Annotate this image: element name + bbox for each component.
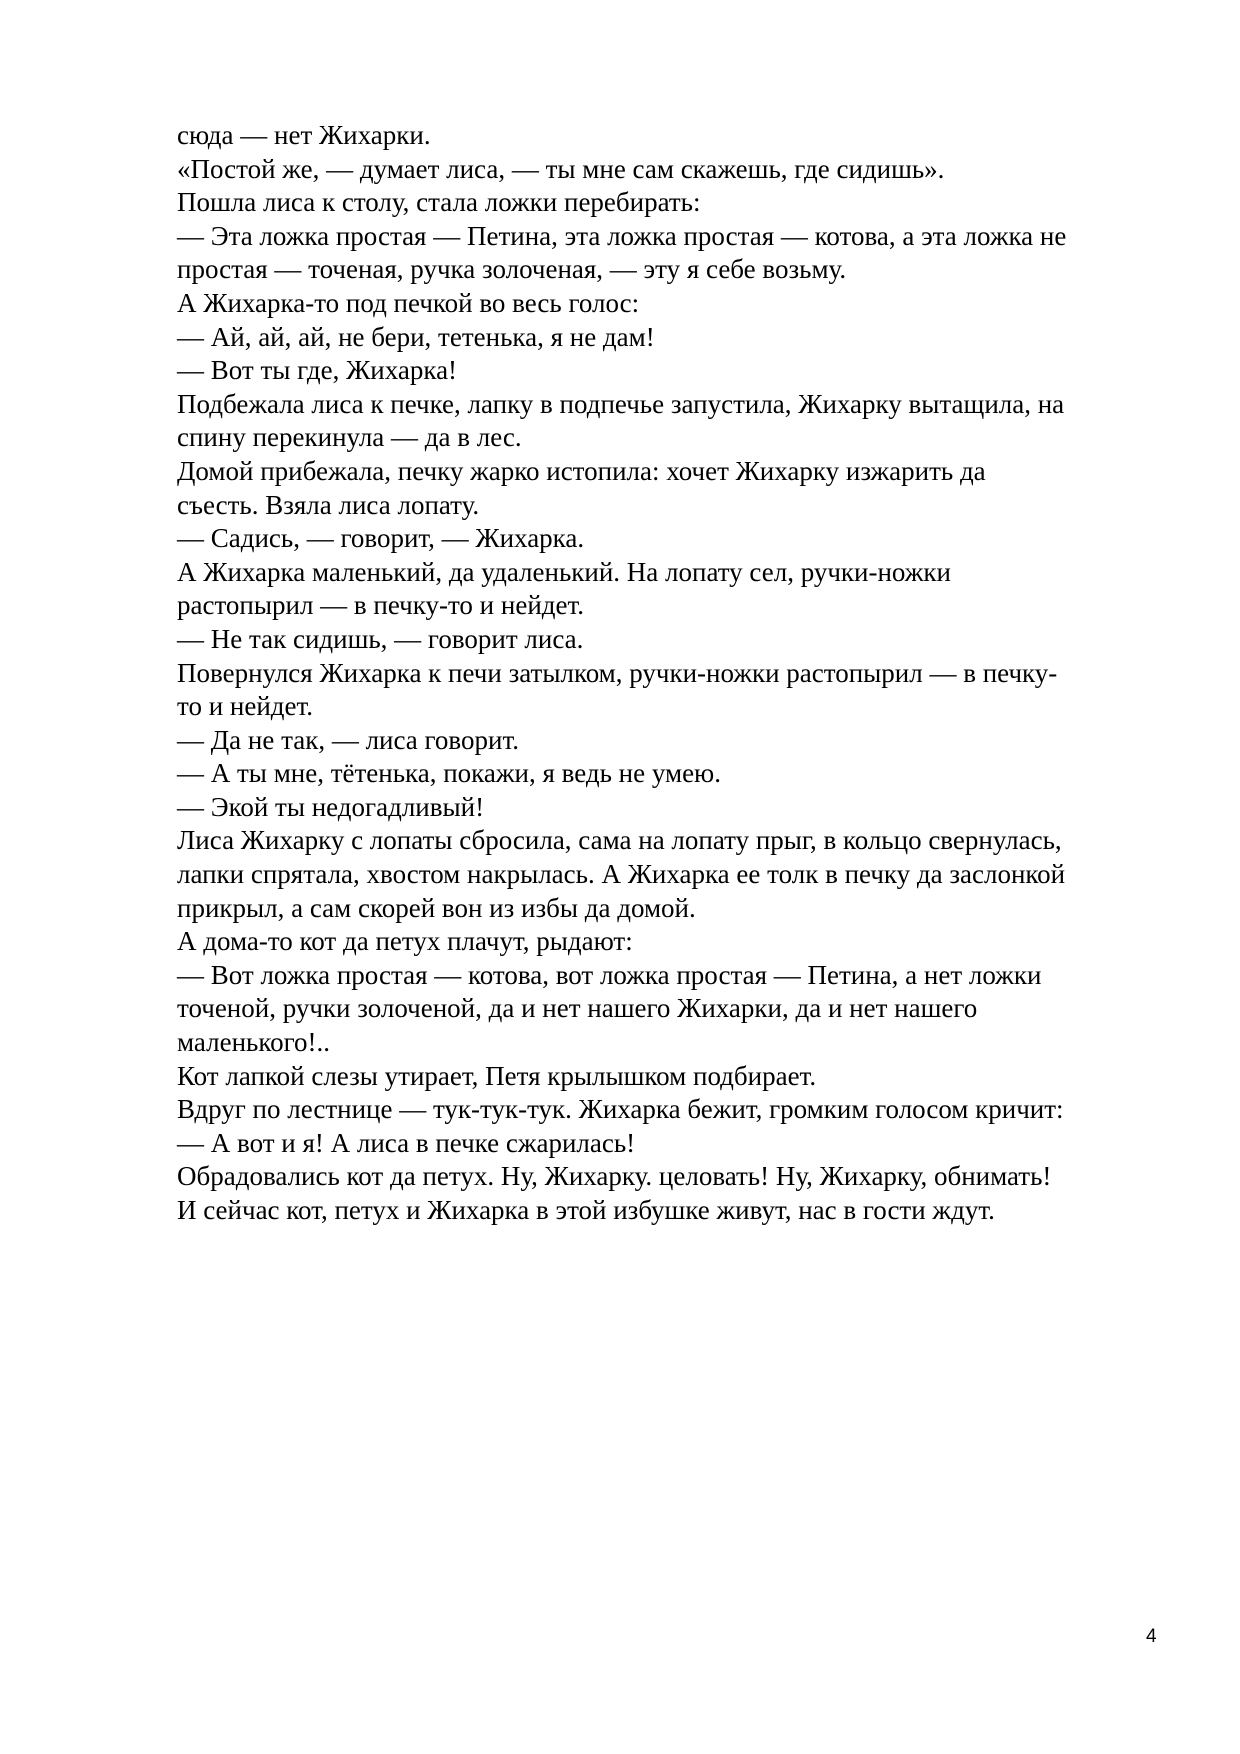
text-line: И сейчас кот, петух и Жихарка в этой избушке живут, нас в гости ждут. xyxy=(177,1195,995,1225)
text-line: маленького!.. xyxy=(177,1027,330,1058)
story-text xyxy=(177,119,1157,1228)
text-line: Домой прибежала, печку жарко истопила: хочет Жихарку изжарить да xyxy=(177,455,986,486)
text-line: — Садись, — говорит, — Жихарка. xyxy=(177,523,585,554)
text-line: Обрадовались кот да петух. Ну, Жихарку. целовать! Ну, Жихарку, обнимать! xyxy=(177,1161,1052,1192)
text-line: А дома-то кот да петух плачут, рыдают: xyxy=(177,926,633,957)
text-line: — Не так сидишь, — говорит лиса. xyxy=(177,623,584,654)
text-line: съесть. Взяла лиса лопату. xyxy=(177,489,480,520)
text-line: — Да не так, — лиса говорит. xyxy=(177,724,519,755)
text-line: Пошла лиса к столу, стала ложки перебирать: xyxy=(177,187,701,218)
text-line: — Эта ложка простая — Петина, эта ложка простая — котова, а эта ложка не xyxy=(177,220,1067,251)
text-line: Повернулся Жихарка к печи затылком, ручки-ножки растопырил — в печку- xyxy=(177,657,1058,688)
text-line: — Ай, ай, ай, не бери, тетенька, я не дам! xyxy=(177,321,655,352)
text-line: Кот лапкой слезы утирает, Петя крылышком подбирает. xyxy=(177,1060,817,1091)
text-line: «Постой же, — думает лиса, — ты мне сам скажешь, где сидишь». xyxy=(177,153,945,184)
text-line: прикрыл, а сам скорей вон из избы да домой. xyxy=(177,892,696,923)
text-line: — Вот ты где, Жихарка! xyxy=(177,355,458,386)
text-line: спину перекинула — да в лес. xyxy=(177,422,522,453)
text-line: Вдруг по лестнице — тук-тук-тук. Жихарка бежит, громким голосом кричит: xyxy=(177,1094,1064,1125)
page-number: 4 xyxy=(1146,1626,1157,1647)
text-line: то и нейдет. xyxy=(177,691,314,722)
text-line: сюда — нет Жихарки. xyxy=(177,120,431,150)
text-line: — Экой ты недогадливый! xyxy=(177,791,485,822)
text-line: растопырил — в печку-то и нейдет. xyxy=(177,590,585,621)
text-line: — Вот ложка простая — котова, вот ложка простая — Петина, а нет ложки xyxy=(177,959,1042,990)
text-line: — А ты мне, тётенька, покажи, я ведь не умею. xyxy=(177,758,721,789)
text-line: простая — точеная, ручка золоченая, — эту я себе возьму. xyxy=(177,254,847,285)
text-line: точеной, ручки золоченой, да и нет нашего Жихарки, да и нет нашего xyxy=(177,993,978,1024)
text-line: А Жихарка-то под печкой во весь голос: xyxy=(177,287,640,318)
text-line: лапки спрятала, хвостом накрылась. А Жихарка ее толк в печку да заслонкой xyxy=(177,859,1066,890)
text-line: А Жихарка маленький, да удаленький. На лопату сел, ручки-ножки xyxy=(177,556,951,587)
text-line: Лиса Жихарку с лопаты сбросила, сама на лопату прыг, в кольцо свернулась, xyxy=(177,825,1062,856)
text-line: Подбежала лиса к печке, лапку в подпечье запустила, Жихарку вытащила, на xyxy=(177,388,1065,419)
text-line: — А вот и я! А лиса в печке сжарилась! xyxy=(177,1127,636,1158)
